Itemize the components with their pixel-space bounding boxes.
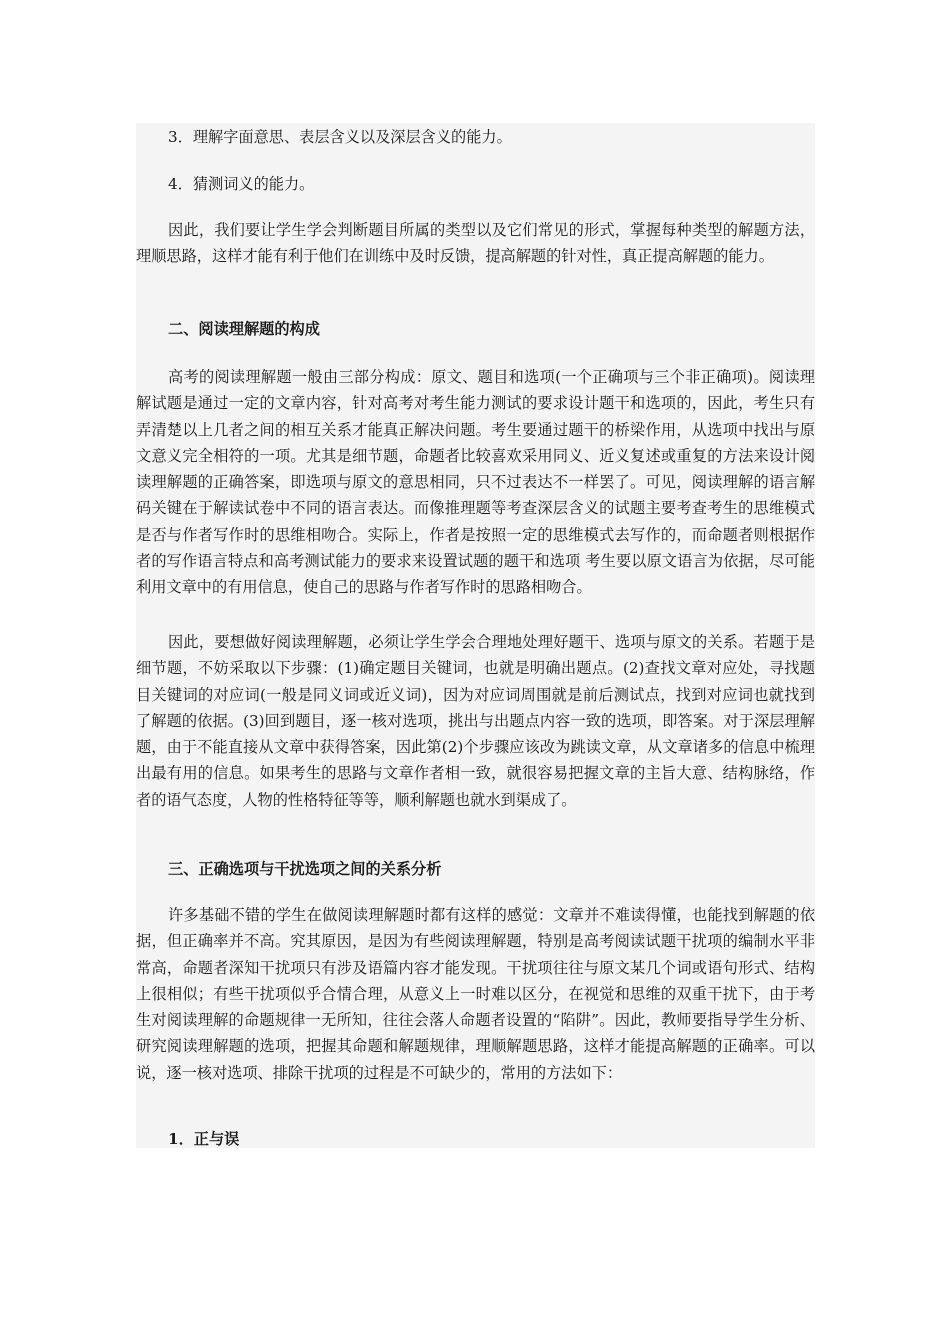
subheading-1: 1．正与误 — [168, 1130, 240, 1148]
paragraph-analysis: 许多基础不错的学生在做阅读理解题时都有这样的感觉：文章并不难读得懂，也能找到解题的依据，但正确率并不高。究其原因，是因为有些阅读理解题，特别是高考阅读试题干扰项的编制水平非常高，命题者深知干扰项只有涉及语篇内容才能发现。干扰项往往与原文某几个词或语句形式、结构上很相似；有些干扰项似乎合情合理，从意义上一时难以区分，在视觉和思维的双重干扰下，由于考生对阅读理解的命题规律一无所知，往往会落人命题者设置的“陷阱”。因此，教师要指导学生分析、研究阅读理解题的选项，把握其命题和解题规律，理顺解题思路，这样才能提高解题的正确率。可以说，逐一核对选项、排除干扰项的过程是不可缺少的，常用的方法如下： — [136, 906, 815, 1082]
paragraph-structure: 高考的阅读理解题一般由三部分构成：原文、题目和选项(一个正确项与三个非正确项)。阅读理解试题是通过一定的文章内容，针对高考对考生能力测试的要求设计题干和选项的，因此，考生只有弄清楚以上几者之间的相互关系才能真正解决问题。考生要通过题干的桥梁作用，从选项中找出与原文意义完全相符的一项。尤其是细节题，命题者比较喜欢采用同义、近义复述或重复的方法来设计阅读理解题的正确答案，即选项与原文的意思相同，只不过表达不一样罢了。可见，阅读理解的语言解码关键在于解读试卷中不同的语言表达。而像推理题等考查深层含义的试题主要考查考生的思维模式是否与作者写作时的思维相吻合。实际上，作者是按照一定的思维模式去写作的，而命题者则根据作者的写作语言特点和高考测试能力的要求来设置试题的题干和选项 考生要以原文语言为依据，尽可能利用文章中的有用信息，使自己的思路与作者写作时的思路相吻合。 — [136, 368, 815, 597]
list-item-4: 4．猜测词义的能力。 — [168, 175, 315, 193]
paragraph-therefore: 因此，我们要让学生学会判断题目所属的类型以及它们常见的形式，掌握每种类型的解题方法，理顺思路，这样才能有利于他们在训练中及时反馈，提高解题的针对性，真正提高解题的能力。 — [136, 221, 815, 266]
list-item-3: 3．理解字面意思、表层含义以及深层含义的能力。 — [168, 128, 512, 146]
section-heading-2: 二、阅读理解题的构成 — [168, 320, 320, 338]
paragraph-steps: 因此，要想做好阅读理解题，必须让学生学会合理地处理好题干、选项与原文的关系。若题于是细节题，不妨采取以下步骤：(1)确定题目关键词，也就是明确出题点。(2)查找文章对应处，寻找题目关键词的对应词(一般是同义词或近义词)，因为对应词周围就是前后测试点，找到对应词也就找到了解题的依据。(3)回到题目，逐一核对选项，挑出与出题点内容一致的选项，即答案。对于深层理解题，由于不能直接从文章中获得答案，因此第(2)个步骤应该改为跳读文章，从文章诸多的信息中梳理出最有用的信息。如果考生的思路与文章作者相一致，就很容易把握文章的主旨大意、结构脉络，作者的语气态度，人物的性格特征等等，顺利解题也就水到渠成了。 — [136, 633, 815, 809]
section-heading-3: 三、正确选项与干扰选项之间的关系分析 — [168, 860, 442, 878]
